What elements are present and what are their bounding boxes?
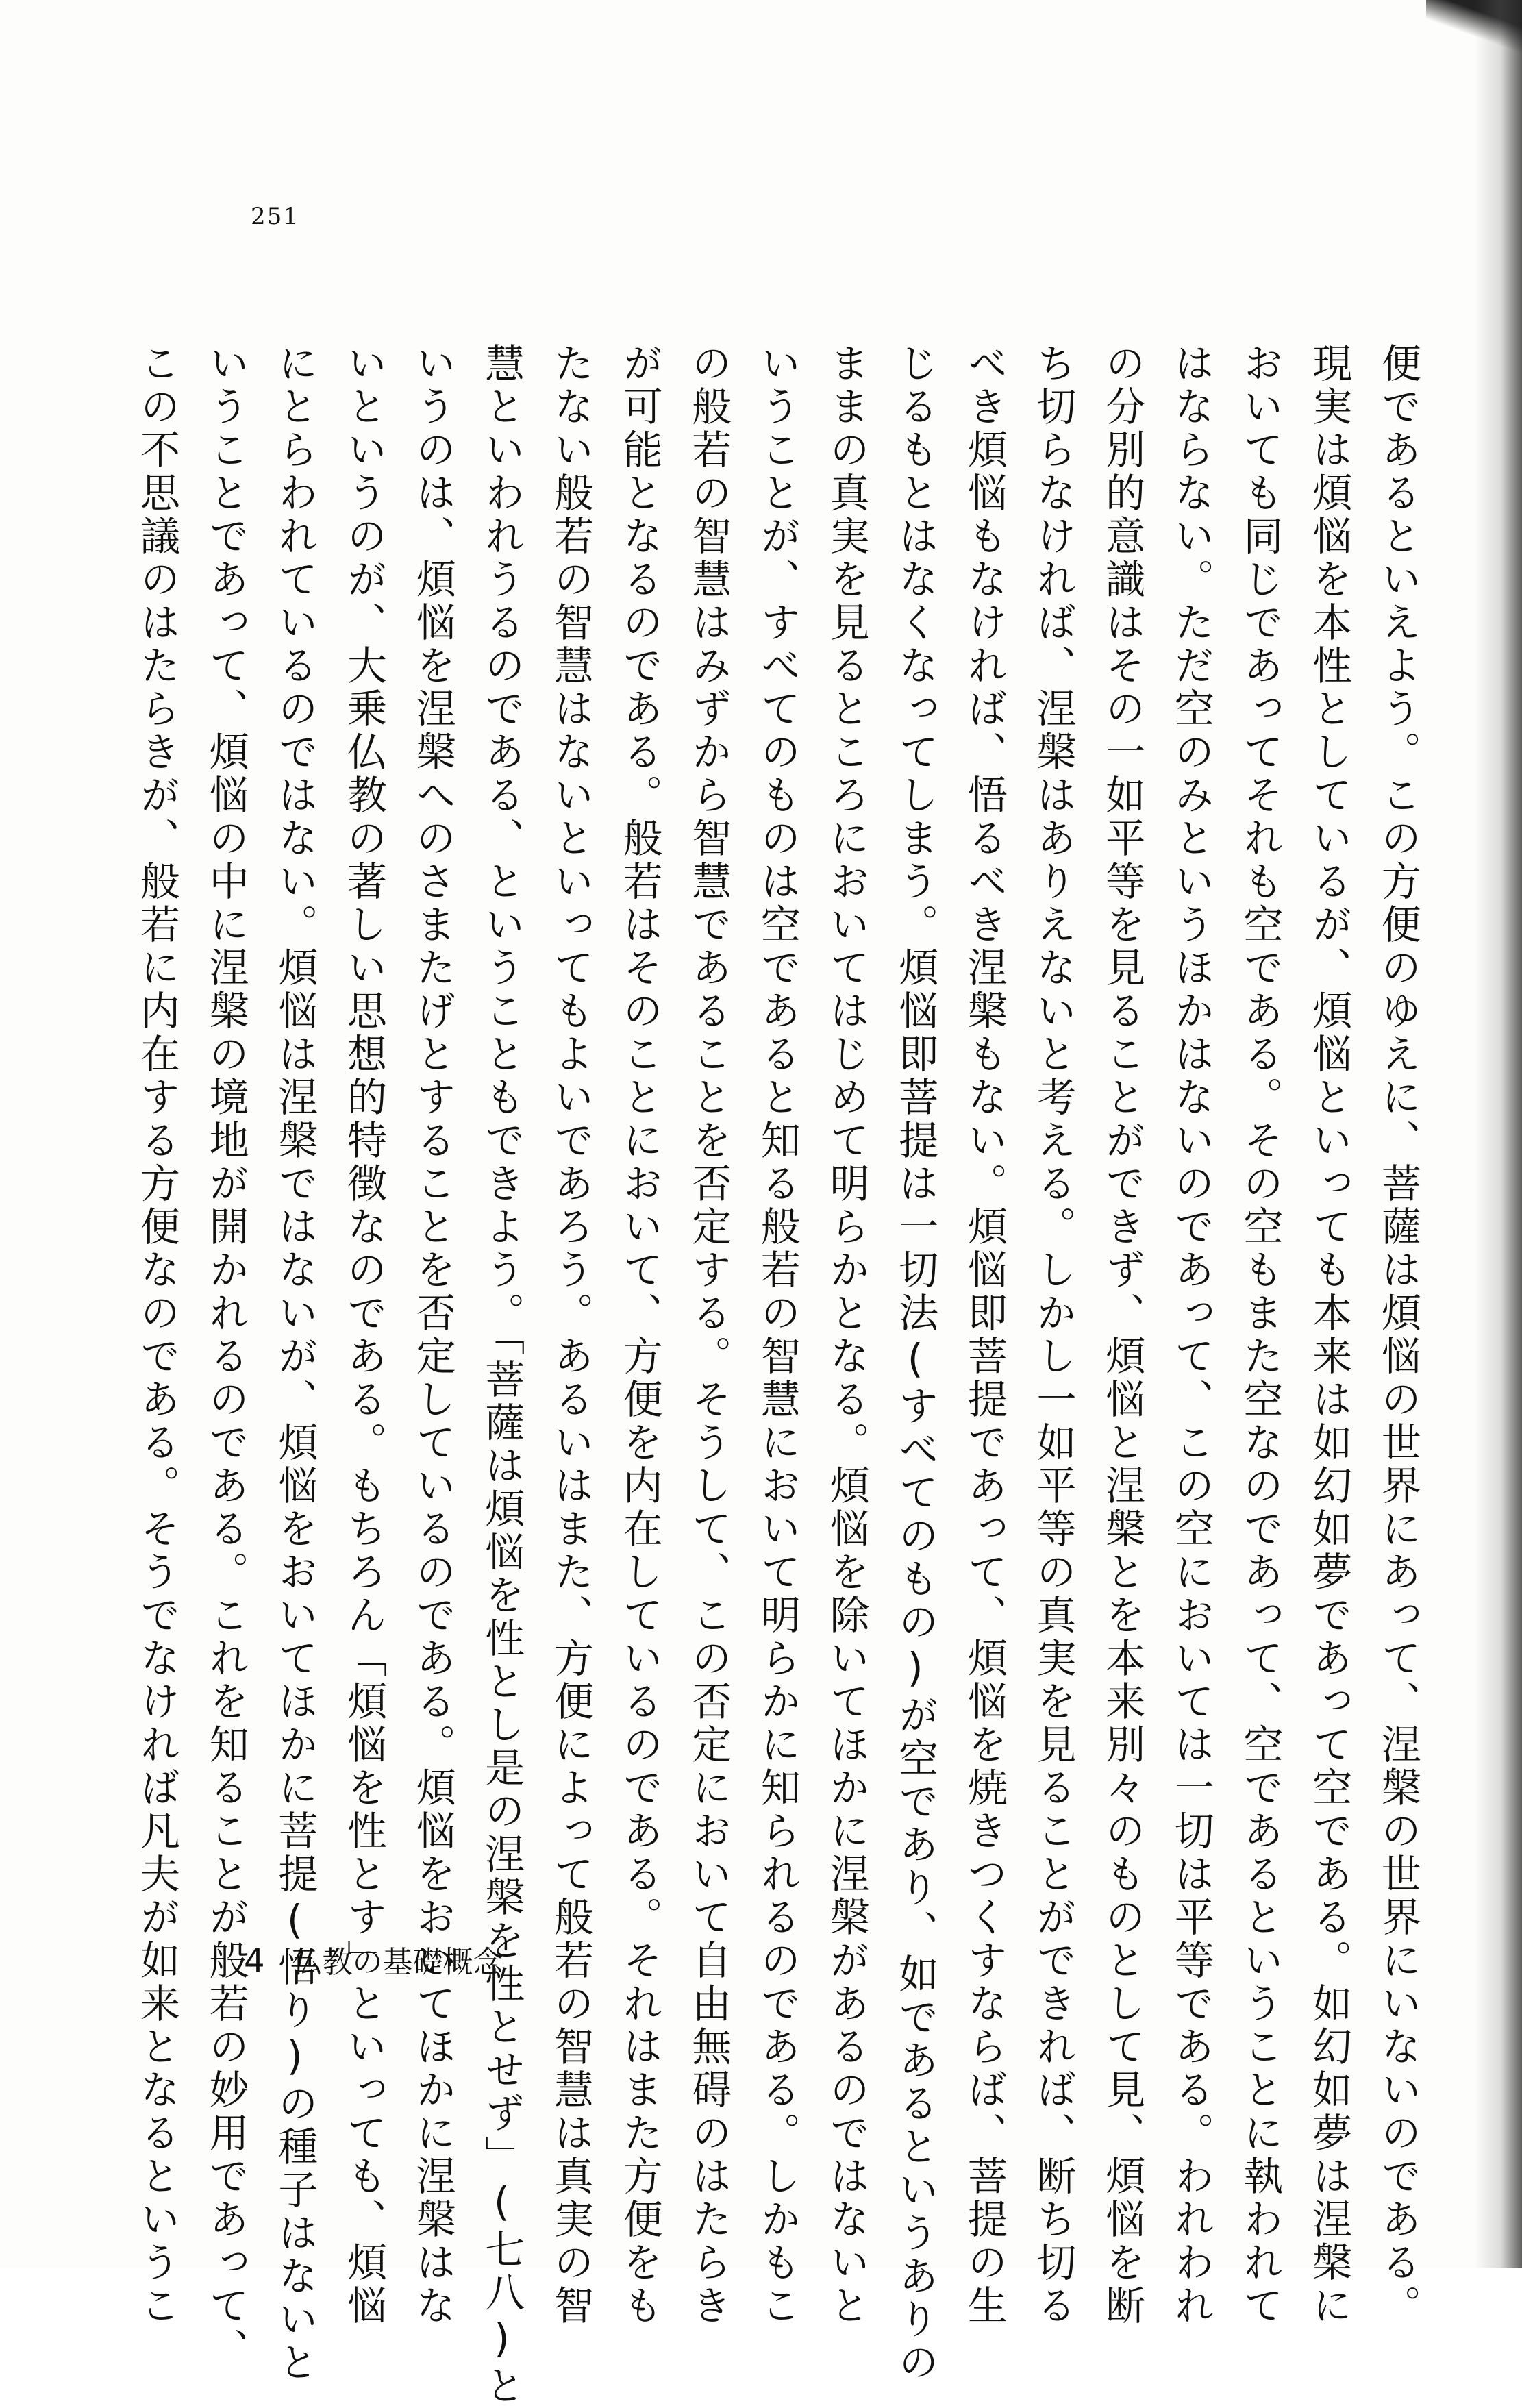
chapter-title: 仏教の基礎概念 <box>292 1945 503 1980</box>
text-column: たない般若の智慧はないといってもよいであろう。あるいはまた、方便によって般若の智慧は真実の智 <box>547 343 594 2328</box>
text-column: の般若の智慧はみずから智慧であることを否定する。そうして、この否定において自由無碍のはたらき <box>685 343 732 2328</box>
text-column: にとらわれているのではない。煩悩は涅槃ではないが、煩悩をおいてほかに菩提(悟り)の種子はないと <box>271 343 319 2385</box>
text-column: べき煩悩もなければ、悟るべき涅槃もない。煩悩即菩提であって、煩悩を焼きつくすならば、菩提の生 <box>960 343 1008 2328</box>
text-column: いうことであって、煩悩の中に涅槃の境地が開かれるのである。これを知ることが般若の妙用であって、 <box>202 343 249 2371</box>
text-column: おいても同じであってそれも空である。その空もまた空なのであって、空であるということに執われて <box>1236 343 1284 2328</box>
binding-shadow <box>1474 0 1522 2268</box>
text-column: じるもとはなくなってしまう。煩悩即菩提は一切法(すべてのもの)が空であり、如であるというありの <box>892 343 939 2385</box>
text-column: はならない。ただ空のみというほかはないのであって、この空においては一切は平等である。われわれ <box>1167 343 1214 2328</box>
running-footer <box>244 1937 503 1981</box>
page-number: 251 <box>251 203 299 230</box>
text-column: ままの真実を見るところにおいてはじめて明らかとなる。煩悩を除いてほかに涅槃があるのではないと <box>823 343 870 2328</box>
text-column: この不思議のはたらきが、般若に内在する方便なのである。そうでなければ凡夫が如来となるというこ <box>134 343 180 2328</box>
text-column: いというのが、大乗仏教の著しい思想的特徴なのである。もちろん「煩悩を性とす」といっても、煩悩 <box>340 343 387 2328</box>
text-column: ち切らなければ、涅槃はありえないと考える。しかし一如平等の真実を見ることができれば、断ち切る <box>1030 343 1077 2328</box>
text-column: が可能となるのである。般若はそのことにおいて、方便を内在しているのである。それはまた方便をも <box>616 343 663 2328</box>
text-column: の分別的意識はその一如平等を見ることができず、煩悩と涅槃とを本来別々のものとして見、煩悩を断 <box>1099 343 1146 2328</box>
text-column: いうことが、すべてのものは空であると知る般若の智慧において明らかに知られるのである。しかもこ <box>753 343 801 2328</box>
text-column: 便であるといえよう。この方便のゆえに、菩薩は煩悩の世界にあって、涅槃の世界にいないのである。 <box>1374 343 1421 2328</box>
text-column: いうのは、煩悩を涅槃へのさまたげとすることを否定しているのである。煩悩をおいてほかに涅槃はな <box>409 343 456 2328</box>
text-column: 慧といわれうるのである、ということもできよう。「菩薩は煩悩を性とし是の涅槃を性とせず」(七八)と <box>478 343 525 2408</box>
text-column: 現実は煩悩を本性としているが、煩悩といっても本来は如幻如夢であって空である。如幻如夢は涅槃に <box>1306 343 1353 2328</box>
chapter-number: 4 <box>244 1942 265 1981</box>
